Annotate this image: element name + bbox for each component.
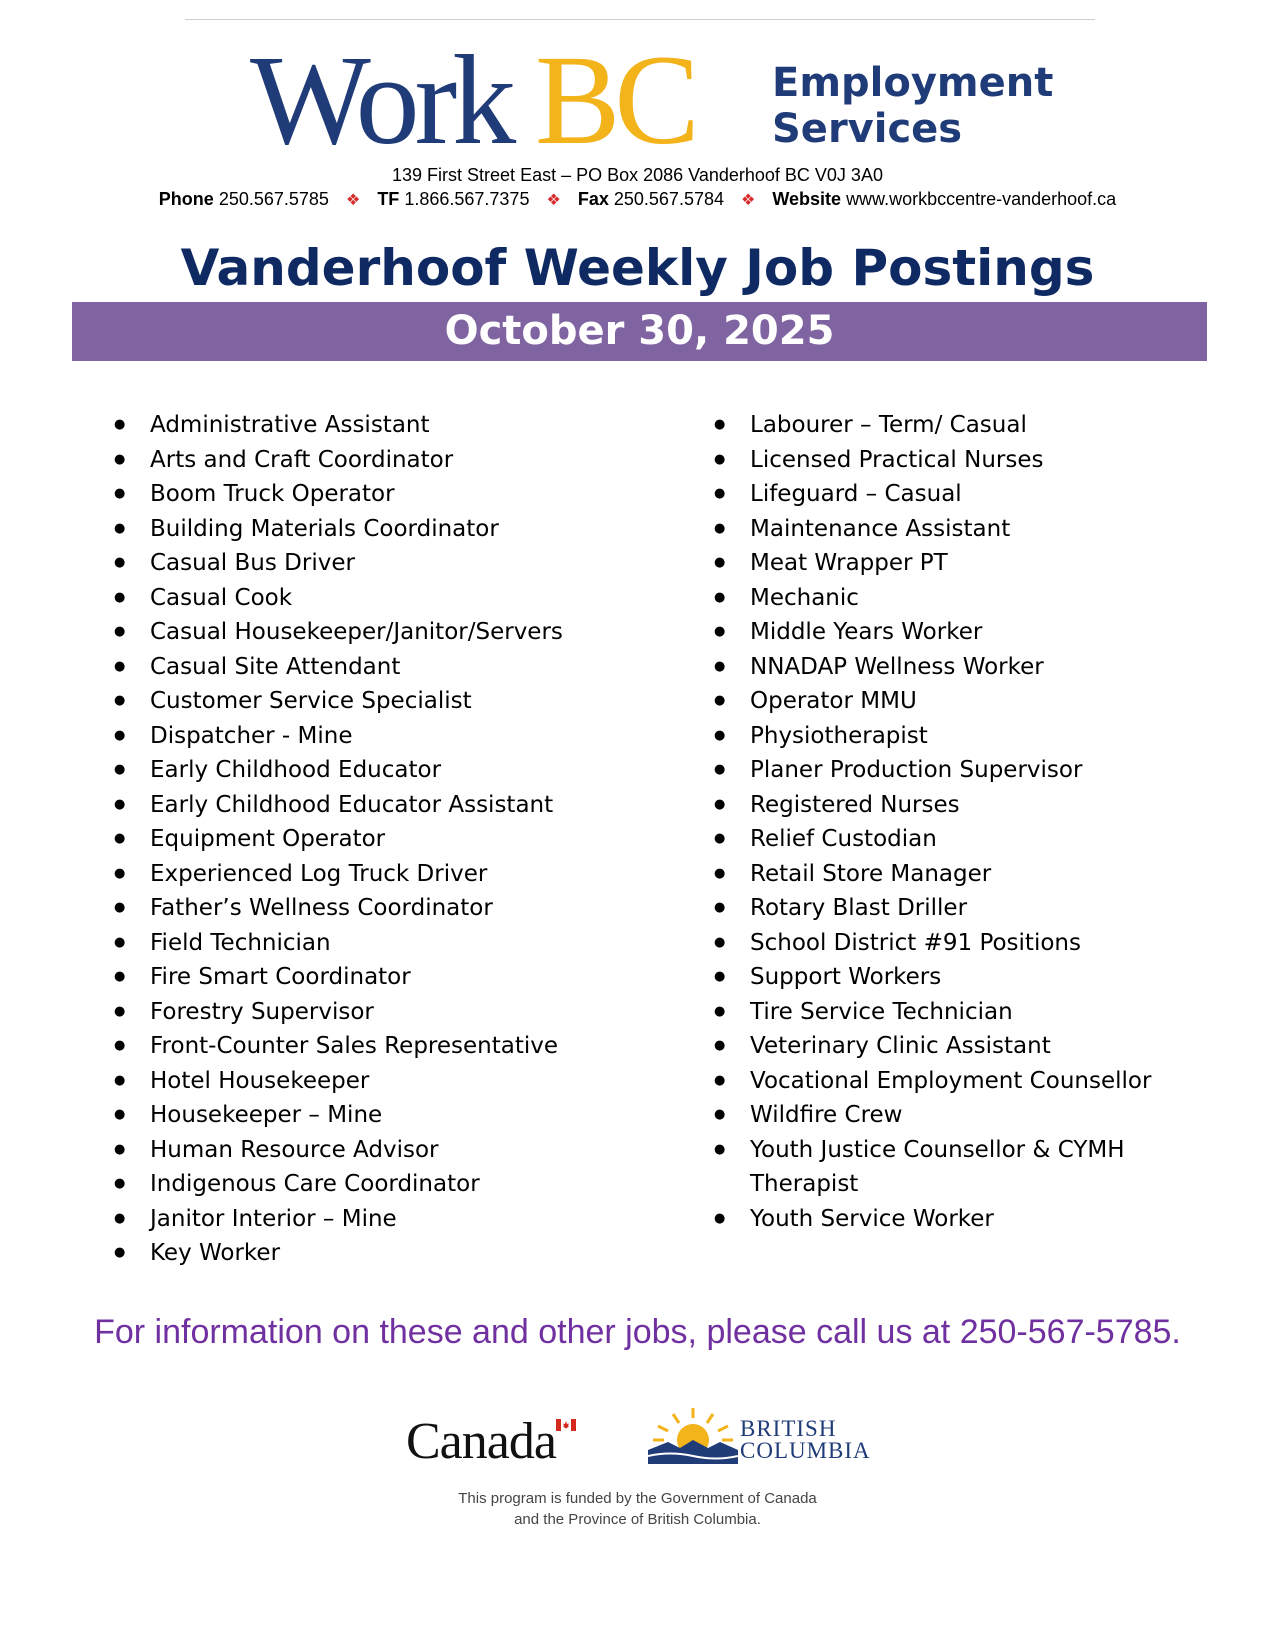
job-posting-item: ● Physiotherapist [714, 719, 1214, 754]
job-posting-item: ● Youth Service Worker [714, 1202, 1214, 1237]
logo-employment-services [772, 60, 1053, 152]
logo-bc-text: BC [535, 29, 694, 171]
job-posting-item: ● Vocational Employment Counsellor [714, 1064, 1214, 1099]
job-posting-item: ● Boom Truck Operator [114, 477, 674, 512]
bc-wordmark [740, 1418, 871, 1462]
bc-wordmark-line2: COLUMBIA [740, 1438, 871, 1463]
canada-wordmark: Canada [406, 1413, 556, 1470]
tf-label: TF [377, 189, 400, 209]
job-posting-item: ● Retail Store Manager [714, 857, 1214, 892]
job-posting-item: ● Indigenous Care Coordinator [114, 1167, 674, 1202]
job-posting-item: ● Experienced Log Truck Driver [114, 857, 674, 892]
job-posting-item: ● Front-Counter Sales Representative [114, 1029, 674, 1064]
job-posting-item: ● Wildfire Crew [714, 1098, 1214, 1133]
job-posting-item: ● Support Workers [714, 960, 1214, 995]
tf-number: 1.866.567.7375 [404, 189, 530, 209]
job-posting-item: ● Casual Cook [114, 581, 674, 616]
job-posting-item: ● Lifeguard – Casual [714, 477, 1214, 512]
website-label: Website [772, 189, 842, 209]
job-posting-item: ● Planer Production Supervisor [714, 753, 1214, 788]
job-posting-item: ● Casual Site Attendant [114, 650, 674, 685]
job-posting-item: ● Key Worker [114, 1236, 674, 1271]
separator-icon: ❖ [546, 192, 561, 209]
job-posting-item: ● Middle Years Worker [714, 615, 1214, 650]
separator-icon: ❖ [345, 192, 361, 209]
job-posting-item: ● Tire Service Technician [714, 995, 1214, 1030]
job-posting-item: ● Forestry Supervisor [114, 995, 674, 1030]
job-posting-item: ● Casual Housekeeper/Janitor/Servers [114, 615, 674, 650]
job-posting-item: ● School District #91 Positions [714, 926, 1214, 961]
job-posting-item: ● Customer Service Specialist [114, 684, 674, 719]
job-posting-item: ● Equipment Operator [114, 822, 674, 857]
job-posting-item: ● Father’s Wellness Coordinator [114, 891, 674, 926]
job-posting-item: ● Rotary Blast Driller [714, 891, 1214, 926]
funding-line-2: and the Province of British Columbia. [514, 1511, 761, 1528]
job-posting-item: ● Housekeeper – Mine [114, 1098, 674, 1133]
logo-line-services: Services [772, 106, 963, 152]
job-posting-item: ● Early Childhood Educator Assistant [114, 788, 674, 823]
logo-work-text: Work [250, 29, 512, 171]
job-posting-item: ● Fire Smart Coordinator [114, 960, 674, 995]
separator-icon: ❖ [741, 192, 756, 209]
job-posting-item: ● Human Resource Advisor [114, 1133, 674, 1168]
canada-flag-icon [556, 1419, 576, 1431]
logo-line-employment: Employment [772, 60, 1054, 106]
job-posting-item: ● Licensed Practical Nurses [714, 443, 1214, 478]
job-posting-item: ● Meat Wrapper PT [714, 546, 1214, 581]
job-posting-item: ● Maintenance Assistant [714, 512, 1214, 547]
job-list-left [114, 408, 674, 1271]
job-posting-item: ● Veterinary Clinic Assistant [714, 1029, 1214, 1064]
job-posting-item: ● Administrative Assistant [114, 408, 674, 443]
job-posting-item: ● Early Childhood Educator [114, 753, 674, 788]
website-url: www.workbccentre-vanderhoof.ca [846, 189, 1117, 209]
job-posting-item: ● Operator MMU [714, 684, 1214, 719]
job-list-right [714, 408, 1214, 1236]
fax-label: Fax [577, 189, 609, 209]
contact-line [0, 188, 1275, 212]
phone-number: 250.567.5785 [218, 189, 329, 209]
job-posting-item: ● Relief Custodian [714, 822, 1214, 857]
job-posting-item: ● NNADAP Wellness Worker [714, 650, 1214, 685]
job-posting-item: ● Registered Nurses [714, 788, 1214, 823]
top-divider [185, 19, 1095, 20]
funding-statement [0, 1488, 1275, 1530]
job-posting-item: ● Arts and Craft Coordinator [114, 443, 674, 478]
job-posting-item: ● Field Technician [114, 926, 674, 961]
workbc-logo [250, 29, 1054, 171]
job-posting-item: ● Youth Justice Counsellor & CYMH Therapist [714, 1133, 1214, 1202]
phone-label: Phone [158, 189, 214, 209]
job-posting-item: ● Dispatcher - Mine [114, 719, 674, 754]
bc-sun-logo-icon [648, 1404, 738, 1464]
office-address: 139 First Street East – PO Box 2086 Vanderhoof BC V0J 3A0 [392, 165, 883, 185]
job-posting-item: ● Hotel Housekeeper [114, 1064, 674, 1099]
job-posting-item: ● Mechanic [714, 581, 1214, 616]
date-banner: October 30, 2025 [72, 302, 1207, 361]
funding-line-1: This program is funded by the Government of Canada [458, 1490, 817, 1507]
info-call-line: For information on these and other jobs, please call us at 250-567-5785. [94, 1313, 1181, 1351]
job-posting-item: ● Labourer – Term/ Casual [714, 408, 1214, 443]
page-title: Vanderhoof Weekly Job Postings [180, 239, 1095, 297]
job-posting-item: ● Casual Bus Driver [114, 546, 674, 581]
fax-number: 250.567.5784 [613, 189, 724, 209]
job-posting-item: ● Building Materials Coordinator [114, 512, 674, 547]
bc-wordmark-line1: BRITISH [740, 1416, 837, 1441]
job-posting-item: ● Janitor Interior – Mine [114, 1202, 674, 1237]
